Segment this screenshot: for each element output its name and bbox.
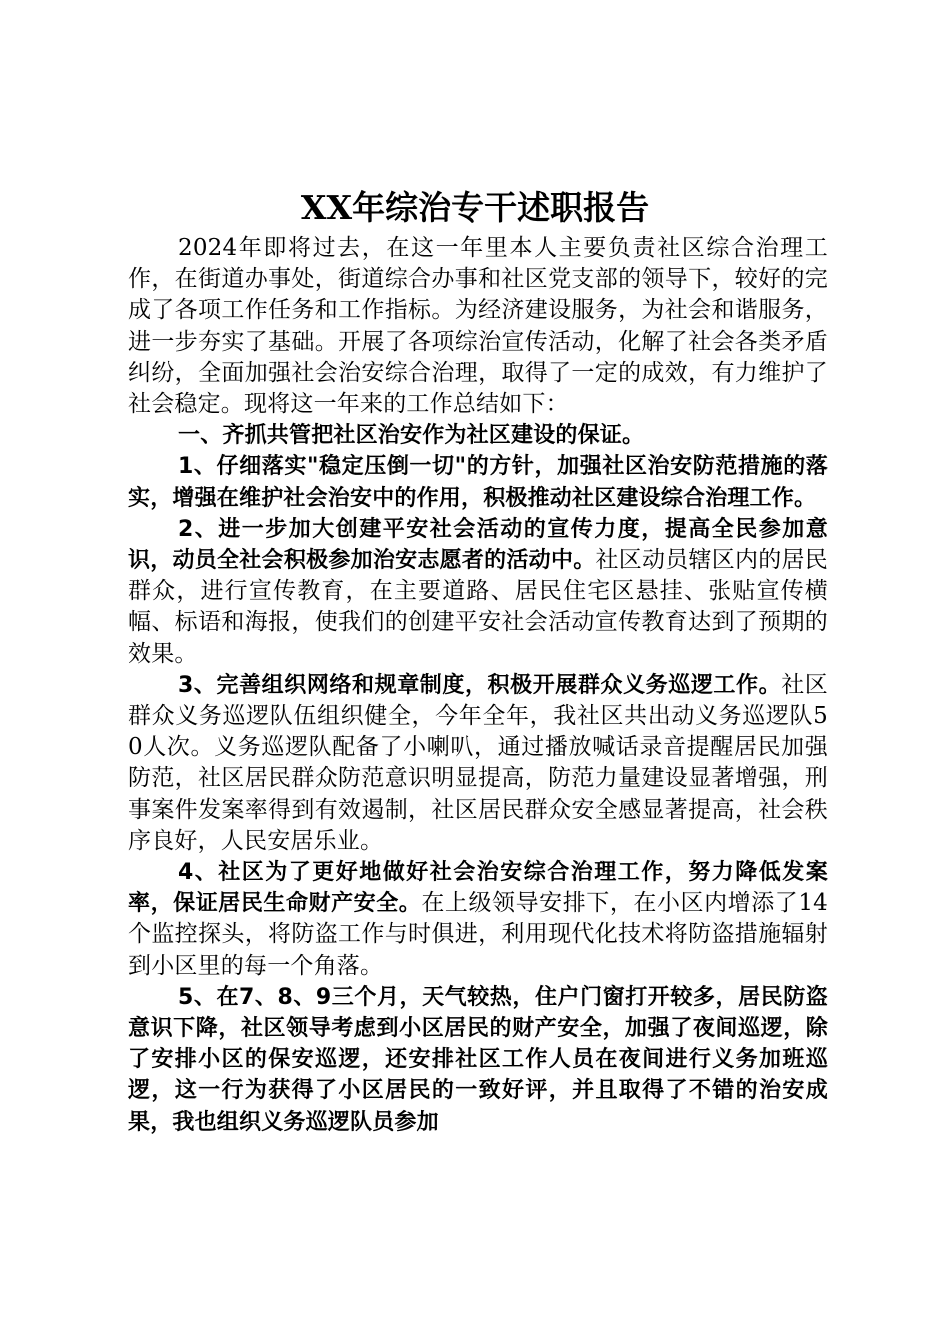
item-1-lead: 1、仔细落实"稳定压倒一切"的方针，加强社区治安防范措施的落实，增强在维护社会治安中的作用，积极推动社区建设综合治理工作。 xyxy=(128,454,828,511)
intro-text: 2024年即将过去，在这一年里本人主要负责社区综合治理工作，在街道办事处，街道综合办事和社区党支部的领导下，较好的完成了各项工作任务和工作指标。为经济建设服务，为社会和谐服务，进一步夯实了基础。开展了各项综治宣传活动，化解了社会各类矛盾纠纷，全面加强社会治安综合治理，取得了一定的成效，有力维护了社会稳定。现将这一年来的工作总结如下： xyxy=(128,235,828,418)
item-5-lead: 5、在7、8、9三个月，天气较热，住户门窗打开较多，居民防盗意识下降，社区领导考虑到小区居民的财产安全，加强了夜间巡逻，除了安排小区的保安巡逻，还安排社区工作人员在夜间进行义务加班巡逻，这一行为获得了小区居民的一致好评，并且取得了不错的治安成果，我也组织义务巡逻队员参加 xyxy=(128,984,828,1135)
section-heading xyxy=(128,420,828,451)
item-2-lead: 2、进一步加大创建平安社会活动的宣传力度，提高全民参加意识，动员全社会积极参加治安志愿者的活动中。 xyxy=(128,516,828,574)
item-3-body: 社区群众义务巡逻队伍组织健全，今年全年，我社区共出动义务巡逻队50人次。义务巡逻队配备了小喇叭，通过播放喊话录音提醒居民加强防范，社区居民群众防范意识明显提高，防范力量建设显著增强，刑事案件发案率得到有效遏制，社区居民群众安全感显著提高，社会秩序良好，人民安居乐业。 xyxy=(128,671,828,854)
document-body xyxy=(128,233,828,1138)
item-paragraph-3 xyxy=(128,670,828,857)
section-heading-text: 一、齐抓共管把社区治安作为社区建设的保证。 xyxy=(178,423,645,449)
item-paragraph-2 xyxy=(128,514,828,670)
item-paragraph-4 xyxy=(128,857,828,982)
item-3-lead: 3、完善组织网络和规章制度，积极开展群众义务巡逻工作。 xyxy=(178,672,782,698)
item-paragraph-1 xyxy=(128,451,828,513)
page-title: XX年综治专干述职报告 xyxy=(300,188,650,227)
item-paragraph-5 xyxy=(128,982,828,1138)
item-2-body: 社区动员辖区内的居民群众，进行宣传教育，在主要道路、居民住宅区悬挂、张贴宣传横幅、标语和海报，使我们的创建平安社会活动宣传教育达到了预期的效果。 xyxy=(128,547,829,667)
intro-paragraph xyxy=(128,233,828,420)
item-4-body: 在上级领导安排下，在小区内增添了14个监控探头，将防盗工作与时俱进，利用现代化技术将防盗措施辐射到小区里的每一个角落。 xyxy=(128,890,828,979)
item-4-lead: 4、社区为了更好地做好社会治安综合治理工作，努力降低发案率，保证居民生命财产安全。 xyxy=(128,860,828,917)
